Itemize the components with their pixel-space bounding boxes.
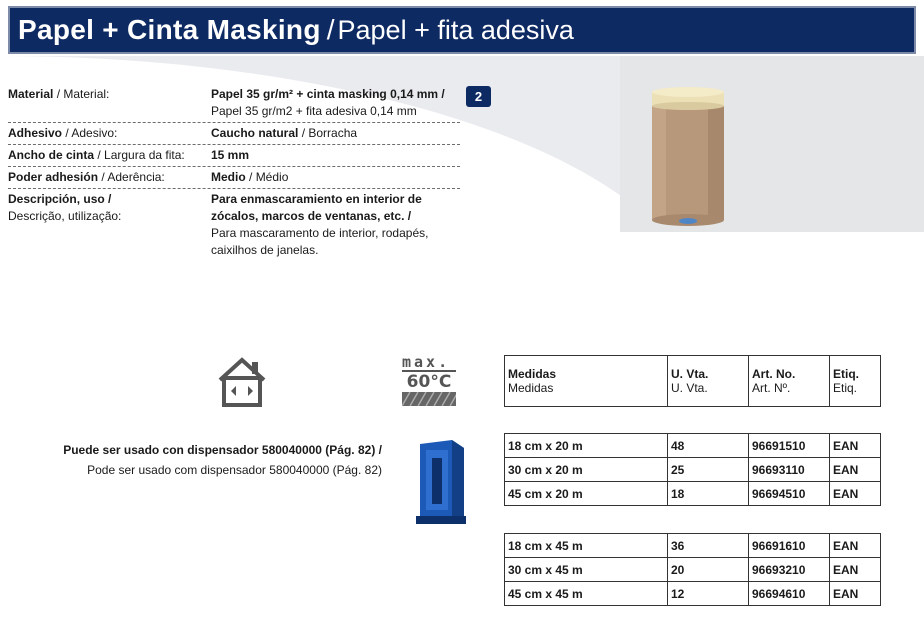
spec-row-description: [8, 189, 460, 261]
table-cell: 20: [668, 558, 749, 582]
table-row: [505, 558, 881, 582]
spec-value-es: Papel 35 gr/m² + cinta masking 0,14 mm /: [211, 87, 445, 101]
spec-label-es: Poder adhesión: [8, 170, 99, 184]
spec-value-es: 15 mm: [211, 148, 250, 162]
table-cell: 96691610: [749, 534, 830, 558]
spec-label-es: Adhesivo: [8, 126, 63, 140]
table-cell: 45 cm x 20 m: [505, 482, 668, 506]
spec-label-pt: Descrição, utilização:: [8, 209, 122, 223]
article-table-group-2: [504, 533, 881, 606]
spec-value-pt: Médio: [255, 170, 289, 184]
column-header-pt: Art. Nº.: [752, 381, 791, 395]
table-cell: 96693210: [749, 558, 830, 582]
page-header: [8, 6, 916, 54]
table-cell: EAN: [830, 582, 881, 606]
spec-label-pt: Material:: [63, 87, 110, 101]
masking-paper-roll-image: [646, 86, 730, 226]
temperature-value: 60°C: [406, 372, 452, 392]
table-cell: EAN: [830, 434, 881, 458]
table-cell: 30 cm x 45 m: [505, 558, 668, 582]
table-cell: 36: [668, 534, 749, 558]
title-portuguese: Papel + fita adesiva: [337, 14, 574, 45]
column-header: Etiq.: [833, 367, 859, 381]
column-header-pt: Medidas: [508, 381, 554, 395]
dispenser-note-es: Puede ser usado con dispensador 580040000 (Pág. 82) /: [63, 443, 382, 457]
spec-value-es: Caucho natural: [211, 126, 299, 140]
table-cell: 18 cm x 45 m: [505, 534, 668, 558]
table-cell: 25: [668, 458, 749, 482]
table-row: [505, 434, 881, 458]
column-header: Art. No.: [752, 367, 796, 381]
table-cell: EAN: [830, 458, 881, 482]
title-spanish: Papel + Cinta Masking: [18, 14, 321, 45]
table-cell: 30 cm x 20 m: [505, 458, 668, 482]
table-cell: 48: [668, 434, 749, 458]
spec-label-es: Ancho de cinta: [8, 148, 95, 162]
table-cell: 96693110: [749, 458, 830, 482]
table-row: [505, 482, 881, 506]
spec-label-es: Descripción, uso /: [8, 192, 112, 206]
spec-list: [8, 84, 460, 261]
temperature-hatch: [402, 392, 456, 406]
article-table-group-1: [504, 433, 881, 506]
table-row: [505, 582, 881, 606]
spec-row-width: Ancho de cinta / Largura da fita: 15 mm: [8, 145, 460, 167]
table-header-row: [505, 356, 881, 407]
spec-label-pt: Adesivo:: [71, 126, 118, 140]
spec-value-pt: Borracha: [308, 126, 358, 140]
spec-label-pt: Aderência:: [107, 170, 165, 184]
spec-label-es: Material: [8, 87, 54, 101]
dispenser-note: [60, 440, 382, 480]
dispenser-note-pt: Pode ser usado com dispensador 580040000 (Pág. 82): [87, 463, 382, 477]
table-cell: 96691510: [749, 434, 830, 458]
spec-value-es: Medio: [211, 170, 246, 184]
column-header-pt: Etiq.: [833, 381, 858, 395]
dispenser-image: [412, 438, 472, 526]
table-row: [505, 534, 881, 558]
column-header-pt: U. Vta.: [671, 381, 708, 395]
table-row: [505, 458, 881, 482]
table-cell: 96694510: [749, 482, 830, 506]
spec-value-pt: Papel 35 gr/m2 + fita adesiva 0,14 mm: [211, 104, 417, 118]
article-table-header: [504, 355, 881, 407]
spec-value-es: Para enmascaramiento en interior de zócalos, marcos de ventanas, etc. /: [211, 192, 422, 223]
spec-label-pt: Largura da fita:: [104, 148, 185, 162]
spec-row-adhesion: Poder adhesión / Aderência: Medio / Médio: [8, 167, 460, 189]
category-badge: 2: [466, 86, 491, 107]
table-cell: 45 cm x 45 m: [505, 582, 668, 606]
indoor-use-house-icon: [214, 356, 270, 408]
table-cell: 12: [668, 582, 749, 606]
spec-value-pt: Para mascaramento de interior, rodapés, caixilhos de janelas.: [211, 226, 429, 257]
max-label: max.: [402, 354, 456, 372]
spec-row-material: Material / Material: Papel 35 gr/m² + cinta masking 0,14 mm / Papel 35 gr/m2 + fita adesiva 0,14 mm: [8, 84, 460, 123]
table-cell: EAN: [830, 482, 881, 506]
table-cell: EAN: [830, 534, 881, 558]
table-cell: 18: [668, 482, 749, 506]
table-cell: 18 cm x 20 m: [505, 434, 668, 458]
column-header: Medidas: [508, 367, 557, 381]
max-temperature-icon: [402, 354, 458, 408]
table-cell: EAN: [830, 558, 881, 582]
column-header: U. Vta.: [671, 367, 709, 381]
table-cell: 96694610: [749, 582, 830, 606]
spec-row-adhesive: Adhesivo / Adesivo: Caucho natural / Borracha: [8, 123, 460, 145]
title-separator: /: [326, 14, 335, 45]
